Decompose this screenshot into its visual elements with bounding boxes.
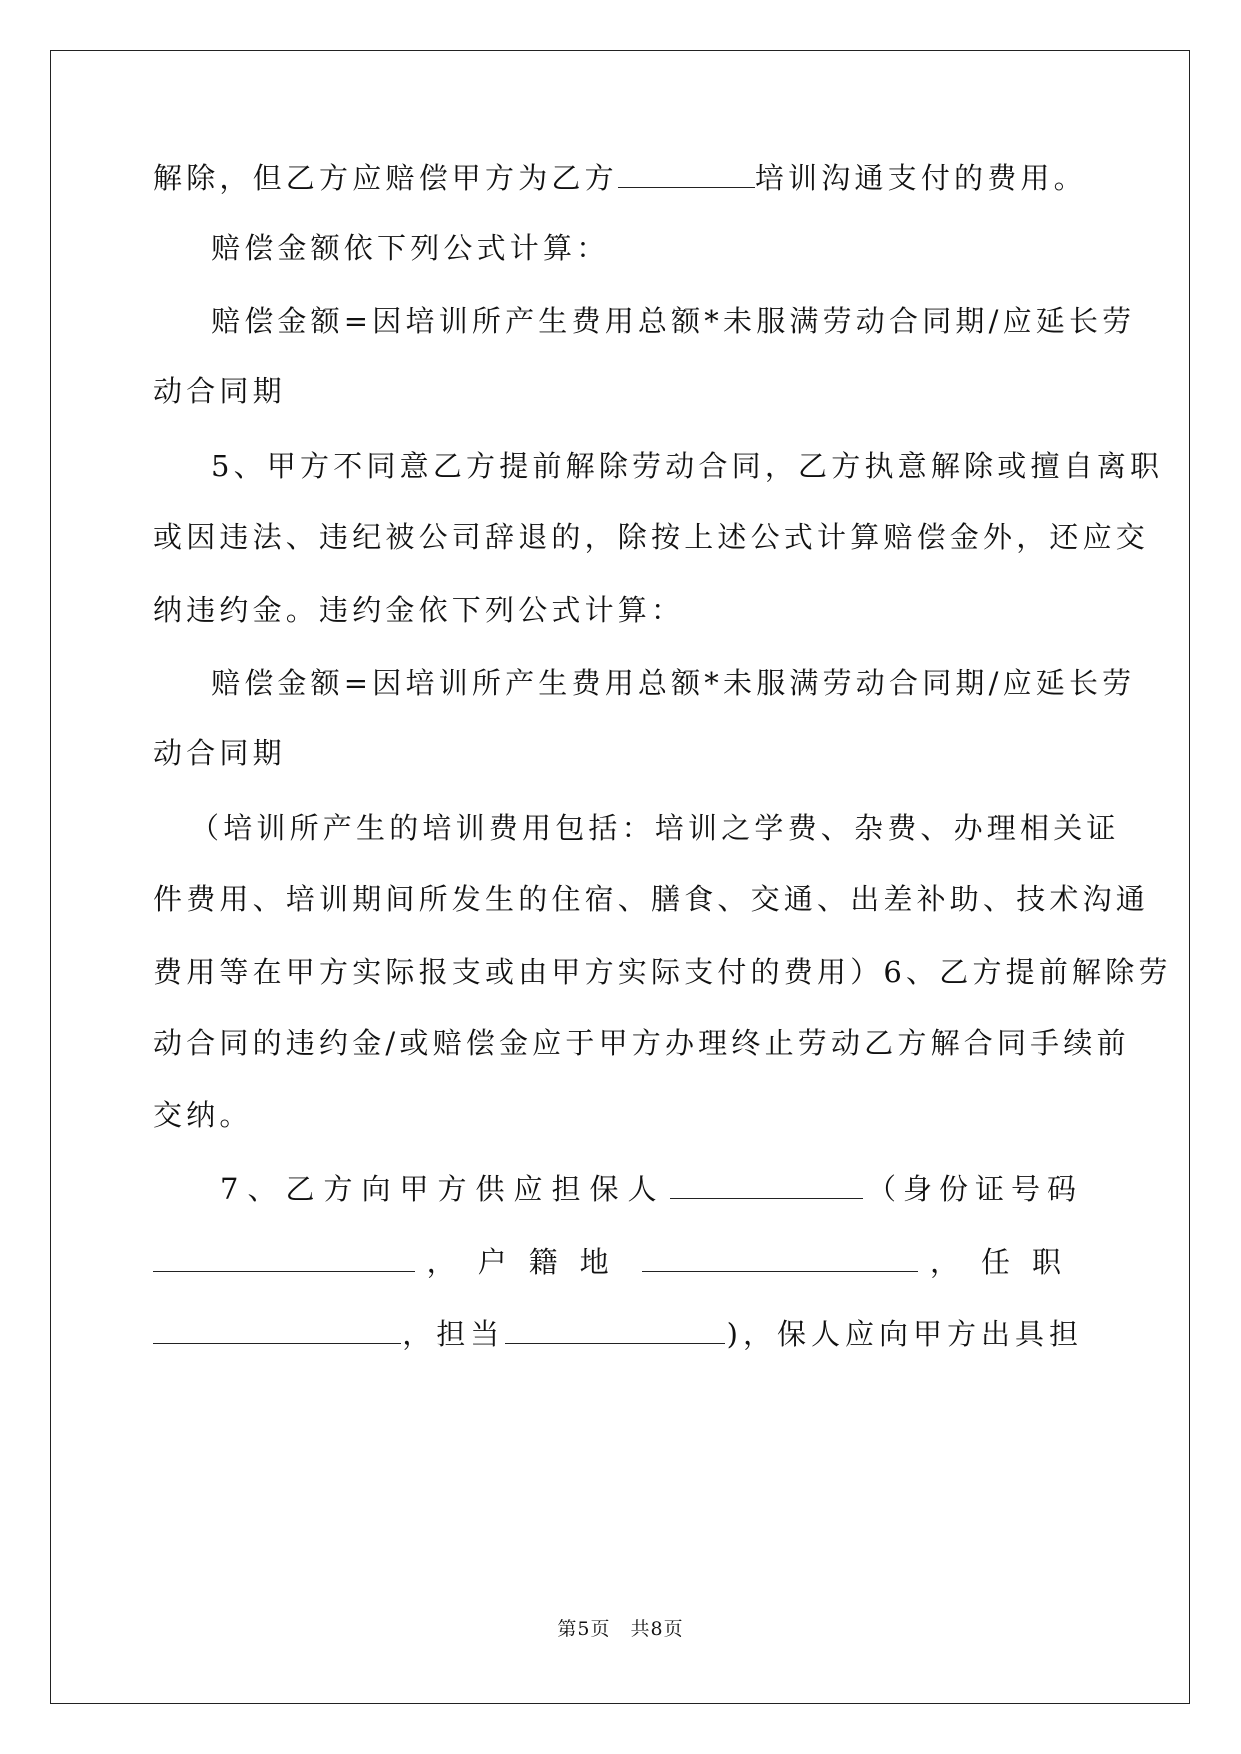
text-line-4: 动合同期 bbox=[153, 374, 286, 408]
blank-underline-guarantor bbox=[670, 1172, 863, 1199]
text-line-9: 动合同期 bbox=[153, 736, 286, 770]
text-line-7: 纳违约金。违约金依下列公式计算： bbox=[153, 593, 685, 627]
clause-7-line-1: 7、乙方向甲方供应担保人 （身份证号码 bbox=[220, 1172, 1083, 1206]
text-line-3: 赔偿金额=因培训所产生费用总额*未服满劳动合同期/应延长劳 bbox=[211, 304, 1136, 338]
text-line-5: 5、甲方不同意乙方提前解除劳动合同，乙方执意解除或擅自离职 bbox=[211, 449, 1164, 483]
text-line-1: 解除，但乙方应赔偿甲方为乙方 培训沟通支付的费用。 bbox=[153, 161, 1087, 195]
text-line-8: 赔偿金额=因培训所产生费用总额*未服满劳动合同期/应延长劳 bbox=[211, 666, 1136, 700]
text-line-6: 或因违法、违纪被公司辞退的，除按上述公式计算赔偿金外，还应交 bbox=[153, 520, 1150, 554]
text-line-10: （培训所产生的培训费用包括：培训之学费、杂费、办理相关证 bbox=[190, 811, 1120, 845]
clause-7-line-2: ，户籍地 ，任职 bbox=[153, 1242, 1083, 1282]
clause-7-line-3: ，担当 )，保人应向甲方出具担 bbox=[153, 1314, 1083, 1354]
text-line-12: 费用等在甲方实际报支或由甲方实际支付的费用）6、乙方提前解除劳 bbox=[153, 955, 1172, 989]
text-line-13: 动合同的违约金/或赔偿金应于甲方办理终止劳动乙方解合同手续前 bbox=[153, 1026, 1130, 1060]
blank-underline-position bbox=[153, 1317, 401, 1344]
text-line-14: 交纳。 bbox=[153, 1098, 253, 1132]
blank-underline bbox=[618, 161, 755, 188]
blank-underline-id bbox=[153, 1245, 415, 1272]
blank-underline-role bbox=[505, 1317, 725, 1344]
blank-underline-domicile bbox=[642, 1245, 918, 1272]
text-line-2: 赔偿金额依下列公式计算： bbox=[211, 231, 610, 265]
page-border bbox=[50, 50, 1190, 1704]
page-number-footer: 第5页 共8页 bbox=[557, 1618, 684, 1640]
text-line-11: 件费用、培训期间所发生的住宿、膳食、交通、出差补助、技术沟通 bbox=[153, 882, 1150, 916]
